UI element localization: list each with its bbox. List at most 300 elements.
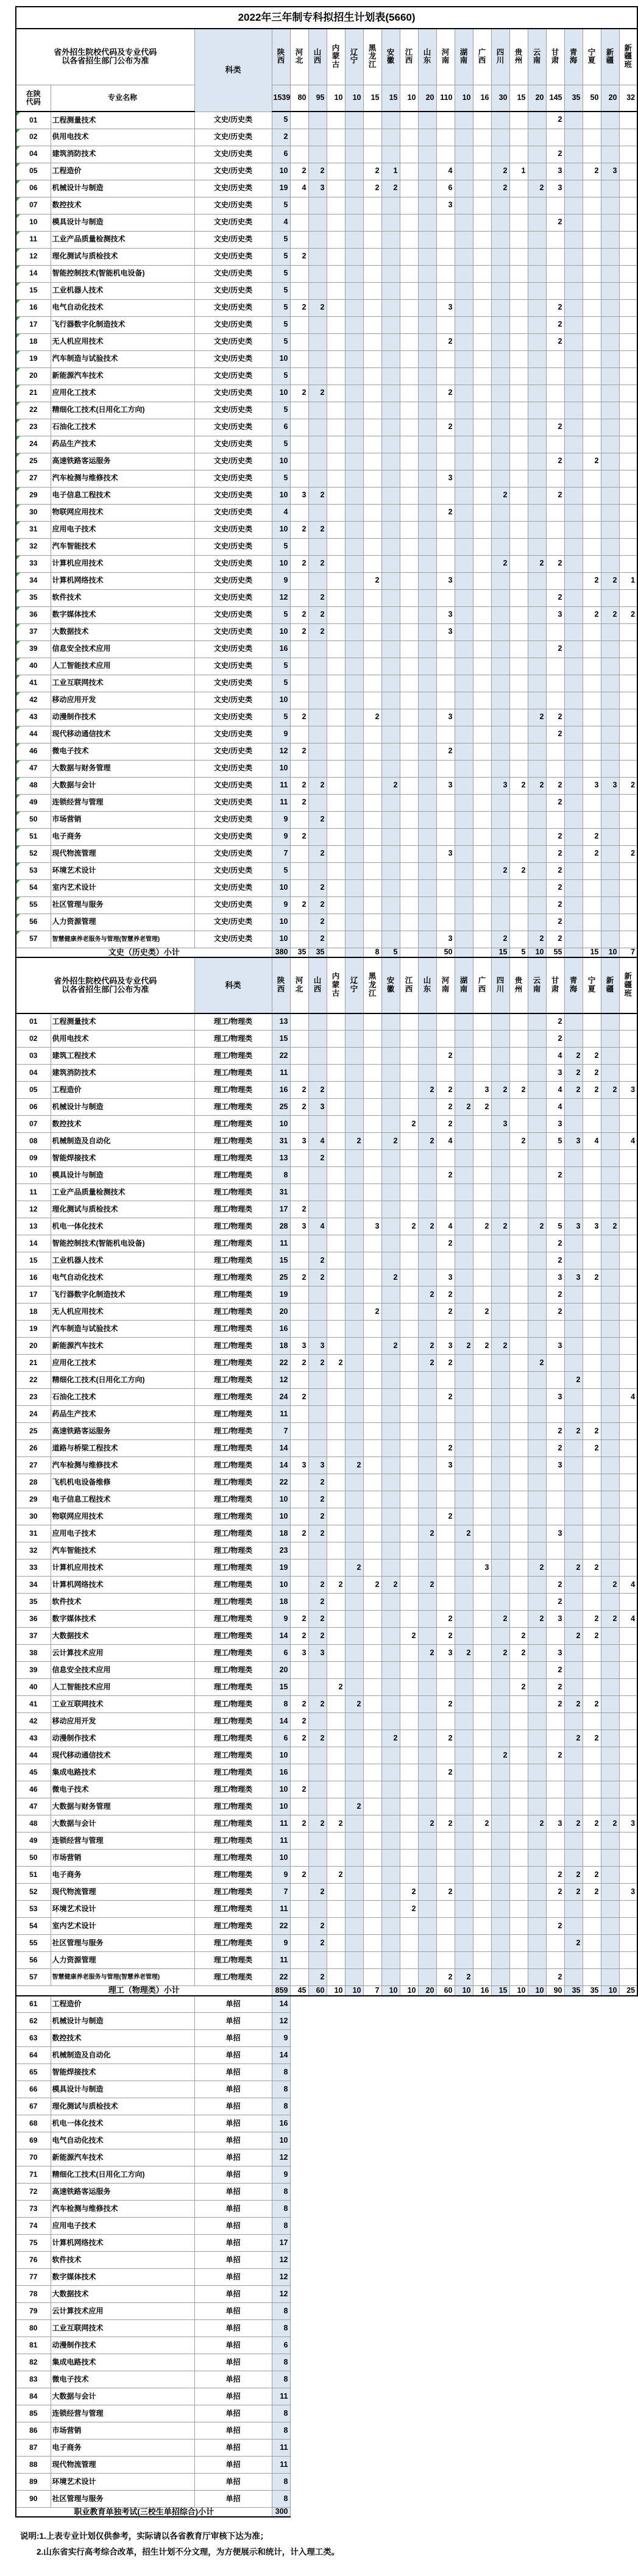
value-cell [491,282,509,299]
value-cell [290,350,308,367]
empty-area [290,2064,637,2081]
value-cell [363,1628,381,1645]
major-name-cell: 理化测试与质检技术 [51,248,194,265]
value-cell [509,1338,528,1355]
major-name-cell: 大数据与会计 [51,777,194,794]
value-cell [418,914,436,931]
code-cell: 32 [16,538,51,555]
value-cell [473,896,491,914]
empty-area [290,2320,637,2337]
value-cell [601,1389,619,1406]
value-cell [509,350,528,367]
value-cell: 3 [491,1116,509,1133]
subtotal-cell [327,948,345,957]
category-cell: 理工/物理类 [194,1372,272,1389]
value-cell [400,760,418,777]
value-cell [363,828,381,845]
value-cell [601,1969,619,1986]
value-cell: 14 [272,1996,290,2013]
value-cell [327,1559,345,1577]
major-name-cell: 汽车检测与维修技术 [51,2201,194,2218]
value-cell [546,1713,564,1730]
value-cell: 2 [583,572,601,589]
value-cell [436,1747,455,1764]
value-cell [546,521,564,538]
value-cell [363,794,381,811]
value-cell [509,521,528,538]
value-cell: 2 [583,1082,601,1099]
value-cell: 10 [272,1850,290,1867]
value-cell [418,1559,436,1577]
value-cell [400,1423,418,1440]
value-cell [491,504,509,521]
value-cell [509,197,528,214]
value-cell [455,316,473,333]
value-cell: 2 [418,1218,436,1235]
value-cell [400,1525,418,1542]
value-cell [491,385,509,402]
table-row [16,1679,637,1696]
value-cell [381,1440,400,1457]
value-cell [363,1542,381,1559]
value-cell [290,1798,308,1815]
value-cell: 2 [436,1116,455,1133]
value-cell: 2 [381,1730,400,1747]
code-cell: 86 [16,2422,51,2439]
code-cell: 05 [16,1082,51,1099]
value-cell [327,726,345,743]
value-cell [345,1031,363,1048]
value-cell [564,845,583,862]
value-cell [601,1372,619,1389]
value-cell [564,794,583,811]
table-row [16,1594,637,1611]
value-cell [509,419,528,436]
table-row [16,214,637,231]
table-row [16,2388,637,2405]
value-cell [491,1542,509,1559]
value-cell [528,350,546,367]
value-cell [400,1798,418,1815]
value-cell [528,1594,546,1611]
value-cell [381,265,400,282]
value-cell [363,1406,381,1423]
value-cell [601,1406,619,1423]
table-row [16,282,637,299]
value-cell [473,1747,491,1764]
value-cell [491,299,509,316]
code-cell: 19 [16,350,51,367]
value-cell [564,896,583,914]
value-cell [418,1304,436,1321]
value-cell: 2 [308,1815,327,1833]
value-cell [473,163,491,180]
table-row [16,1781,637,1798]
value-cell: 9 [272,1935,290,1952]
value-cell: 2 [290,777,308,794]
category-cell: 单招 [194,2030,272,2047]
major-name-cell: 新能源汽车技术 [51,367,194,385]
value-cell: 3 [308,1645,327,1662]
value-cell [601,1150,619,1167]
value-cell [400,504,418,521]
value-cell: 11 [272,1952,290,1969]
value-cell [400,1730,418,1747]
value-cell [619,487,637,504]
value-cell [583,1116,601,1133]
value-cell: 3 [290,1457,308,1474]
value-cell [327,1833,345,1850]
value-cell [327,1969,345,1986]
value-cell [491,743,509,760]
value-cell [436,436,455,453]
table-row [16,2030,637,2047]
value-cell [436,862,455,879]
value-cell [473,1628,491,1645]
value-cell [400,436,418,453]
value-cell [327,606,345,623]
value-cell [345,1577,363,1594]
value-cell [308,1048,327,1065]
major-name-cell: 精细化工技术(日用化工方向) [51,1372,194,1389]
value-cell: 2 [601,1218,619,1235]
table-row [16,1423,637,1440]
value-cell [400,1150,418,1167]
value-cell [327,470,345,487]
value-cell [345,1201,363,1218]
value-cell [564,1679,583,1696]
value-cell: 2 [619,845,637,862]
value-cell [363,555,381,572]
value-cell [601,521,619,538]
value-cell [363,350,381,367]
value-cell [473,282,491,299]
value-cell [619,1099,637,1116]
value-cell: 2 [583,1440,601,1457]
code-cell: 11 [16,231,51,248]
value-cell: 18 [272,1594,290,1611]
value-cell [290,1406,308,1423]
major-name-cell: 现代物流管理 [51,845,194,862]
subtotal-cell: 5 [509,948,528,957]
major-name-cell: 高速铁路客运服务 [51,453,194,470]
value-cell: 2 [308,914,327,931]
value-cell [290,572,308,589]
value-cell: 10 [272,2132,290,2149]
value-cell: 23 [272,1542,290,1559]
value-cell [528,1372,546,1389]
value-cell [327,1884,345,1901]
value-cell [528,1184,546,1201]
category-cell: 理工/物理类 [194,1406,272,1423]
value-cell [436,1781,455,1798]
value-cell [619,1867,637,1884]
value-cell: 2 [583,606,601,623]
value-cell [455,1713,473,1730]
value-cell [308,726,327,743]
value-cell [528,794,546,811]
value-cell [509,1525,528,1542]
value-cell: 2 [583,1269,601,1286]
subtotal-cell: 10 [455,1986,473,1996]
value-cell [473,879,491,896]
value-cell [290,538,308,555]
value-cell [418,1167,436,1184]
value-cell: 2 [546,1577,564,1594]
major-name-cell: 汽车智能技术 [51,1542,194,1559]
value-cell [381,828,400,845]
category-cell: 理工/物理类 [194,1781,272,1798]
table-row [16,1525,637,1542]
value-cell: 10 [272,1747,290,1764]
value-cell [491,521,509,538]
value-cell [345,1713,363,1730]
code-cell: 36 [16,606,51,623]
value-cell: 2 [546,299,564,316]
major-name-cell: 药品生产技术 [51,1406,194,1423]
table-row [16,1996,637,2013]
value-cell [601,214,619,231]
value-cell [455,1269,473,1286]
code-cell: 19 [16,1321,51,1338]
value-cell [473,538,491,555]
value-cell [363,402,381,419]
category-cell: 理工/物理类 [194,1457,272,1474]
value-cell [400,316,418,333]
value-cell [436,248,455,265]
value-cell [308,709,327,726]
value-cell: 12 [272,2013,290,2030]
value-cell [546,623,564,640]
value-cell [583,1935,601,1952]
value-cell [473,1901,491,1918]
value-cell [509,1764,528,1781]
value-cell [619,1559,637,1577]
value-cell: 2 [473,1218,491,1235]
value-cell [400,1867,418,1884]
value-cell [381,1508,400,1525]
value-cell [564,1389,583,1406]
value-cell [528,1269,546,1286]
value-cell [473,1594,491,1611]
value-cell: 2 [436,1884,455,1901]
value-cell [619,1713,637,1730]
value-cell [583,470,601,487]
value-cell: 3 [290,1218,308,1235]
value-cell [491,1679,509,1696]
value-cell [345,1440,363,1457]
value-cell [381,316,400,333]
value-cell: 2 [583,1065,601,1082]
major-name-cell: 模具设计与制造 [51,1167,194,1184]
value-cell [455,1542,473,1559]
value-cell [564,1150,583,1167]
value-cell [381,112,400,129]
value-cell [473,1406,491,1423]
value-cell [381,879,400,896]
value-cell [491,1918,509,1935]
value-cell [381,1713,400,1730]
value-cell [601,1884,619,1901]
table-row [16,385,637,402]
value-cell [473,1491,491,1508]
value-cell [509,402,528,419]
value-cell: 8 [272,2201,290,2218]
value-cell: 3 [436,1269,455,1286]
value-cell [601,1252,619,1269]
major-column-header: 专业名称 [51,85,194,112]
value-cell [418,555,436,572]
subtotal-cell: 20 [418,1986,436,1996]
value-cell: 2 [546,1662,564,1679]
code-cell: 79 [16,2303,51,2320]
comment-flag-icon [16,300,20,303]
subtotal-cell: 5 [381,948,400,957]
table-row [16,1833,637,1850]
code-cell: 28 [16,1474,51,1491]
value-cell [546,1935,564,1952]
empty-area [290,2422,637,2439]
value-cell [455,743,473,760]
value-cell [418,1440,436,1457]
table-row [16,1611,637,1628]
category-cell: 文史/历史类 [194,606,272,623]
table-row [16,1559,637,1577]
code-cell: 44 [16,1747,51,1764]
table-row [16,1798,637,1815]
major-name-cell: 数控技术 [51,1116,194,1133]
value-cell [564,862,583,879]
value-cell [601,1833,619,1850]
value-cell [455,1611,473,1628]
value-cell [436,1577,455,1594]
value-cell [290,1764,308,1781]
subtotal-cell: 300 [272,2508,290,2517]
value-cell [381,1918,400,1935]
header-row-provinces [16,957,637,1013]
value-cell [290,931,308,948]
value-cell: 2 [564,1048,583,1065]
value-cell [601,1269,619,1286]
value-cell [418,692,436,709]
value-cell [564,1355,583,1372]
value-cell [345,316,363,333]
value-cell [400,743,418,760]
value-cell [509,453,528,470]
value-cell [418,896,436,914]
value-cell [601,675,619,692]
value-cell [509,1031,528,1048]
value-cell [528,112,546,129]
code-cell: 35 [16,1594,51,1611]
value-cell [345,1474,363,1491]
value-cell [290,1833,308,1850]
major-name-cell: 建筑工程技术 [51,1048,194,1065]
value-cell [290,316,308,333]
value-cell [491,1594,509,1611]
value-cell: 2 [290,1099,308,1116]
value-cell [308,1389,327,1406]
value-cell [509,1201,528,1218]
subtotal-cell: 16 [473,1986,491,1996]
value-cell [381,1372,400,1389]
table-row [16,743,637,760]
value-cell: 2 [418,1577,436,1594]
value-cell: 2 [455,1099,473,1116]
value-cell [363,1662,381,1679]
value-cell [473,436,491,453]
value-cell: 5 [272,231,290,248]
value-cell [546,1730,564,1747]
value-cell [308,197,327,214]
value-cell [308,1713,327,1730]
value-cell [345,862,363,879]
value-cell [619,350,637,367]
value-cell [564,163,583,180]
value-cell [308,1167,327,1184]
value-cell: 6 [272,1730,290,1747]
table-row [16,1116,637,1133]
category-cell: 单招 [194,2013,272,2030]
value-cell [473,1372,491,1389]
value-cell [436,1542,455,1559]
comment-flag-icon [16,197,20,201]
value-cell: 10 [272,555,290,572]
value-cell [491,1048,509,1065]
value-cell [290,1474,308,1491]
value-cell [509,214,528,231]
value-cell [564,1952,583,1969]
table-row [16,2132,637,2149]
category-cell: 单招 [194,2166,272,2184]
value-cell [491,1235,509,1252]
code-cell: 04 [16,146,51,163]
category-cell: 文史/历史类 [194,914,272,931]
value-cell [509,811,528,828]
value-cell [327,367,345,385]
major-name-cell: 智能焊接技术 [51,2064,194,2081]
code-cell: 54 [16,879,51,896]
value-cell [564,879,583,896]
value-cell [528,1867,546,1884]
value-cell [400,350,418,367]
value-cell: 7 [272,845,290,862]
value-cell [327,385,345,402]
value-cell [418,1048,436,1065]
value-cell [418,1730,436,1747]
value-cell [345,1918,363,1935]
value-cell [363,896,381,914]
value-cell [491,1969,509,1986]
value-cell [363,470,381,487]
value-cell [491,675,509,692]
value-cell [528,1730,546,1747]
value-cell [418,385,436,402]
comment-flag-icon [16,180,20,184]
value-cell [455,538,473,555]
value-cell [601,1116,619,1133]
table-row [16,1491,637,1508]
value-cell [400,1338,418,1355]
code-cell: 40 [16,658,51,675]
value-cell [327,146,345,163]
value-cell [564,760,583,777]
category-cell: 理工/物理类 [194,1713,272,1730]
code-cell: 37 [16,1628,51,1645]
value-cell [528,1065,546,1082]
category-cell: 文史/历史类 [194,623,272,640]
value-cell [509,1901,528,1918]
